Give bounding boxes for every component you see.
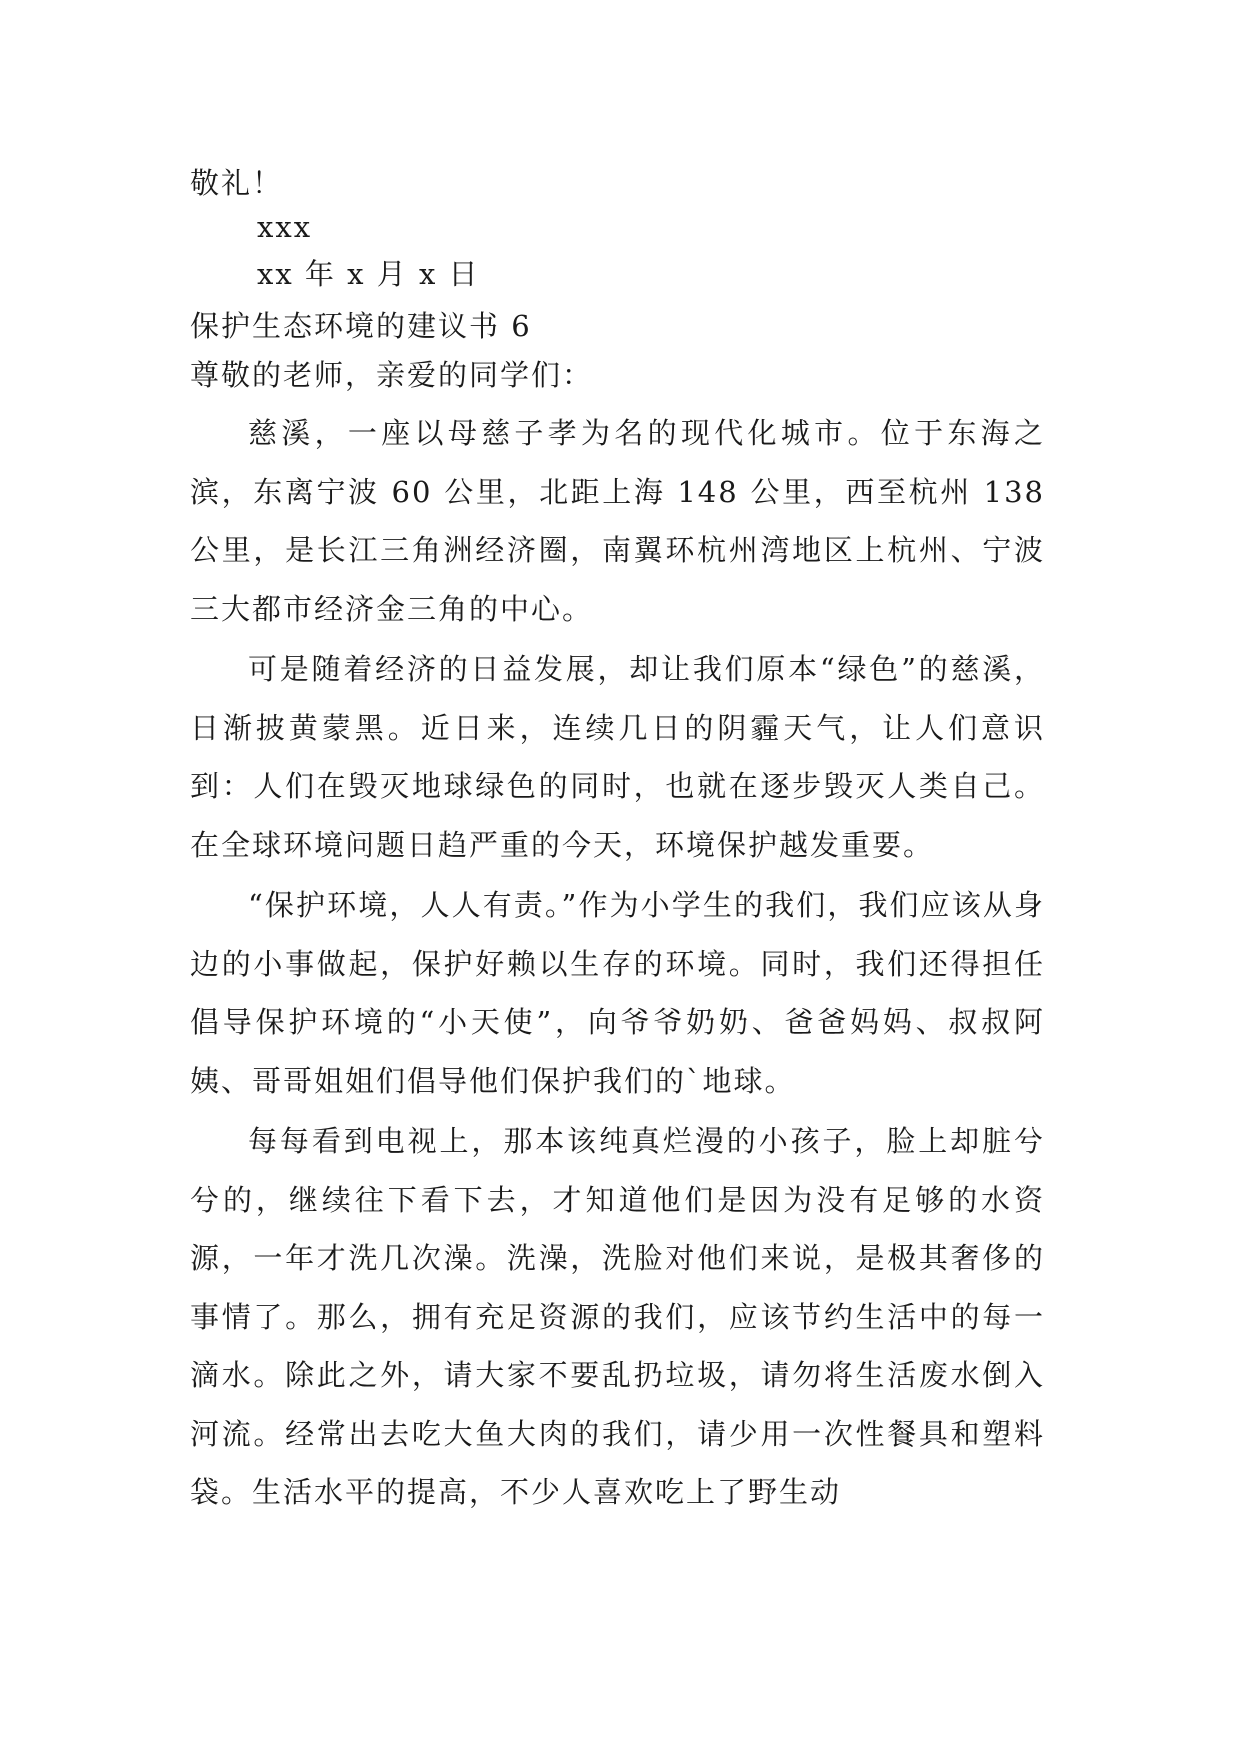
paragraph-3: “保护环境，人人有责。”作为小学生的我们，我们应该从身边的小事做起，保护好赖以生存的环境。同时，我们还得担任倡导保护环境的“小天使”，向爷爷奶奶、爸爸妈妈、叔叔阿姨、哥哥姐姐们倡导他们保护我们的`地球。 [190,888,1045,1098]
paragraph-1: 慈溪，一座以母慈子孝为名的现代化城市。位于东海之滨，东离宁波 60 公里，北距上海 148 公里，西至杭州 138 公里，是长江三角洲经济圈，南翼环杭州湾地区上杭州、宁波三大都市经济金三角的中心。 [190,416,1045,626]
paragraph-2: 可是随着经济的日益发展，却让我们原本“绿色”的慈溪，日渐披黄蒙黑。近日来，连续几日的阴霾天气，让人们意识到：人们在毁灭地球绿色的同时，也就在逐步毁灭人类自己。在全球环境问题日趋严重的今天，环境保护越发重要。 [190,652,1045,862]
salutation-text: 尊敬的老师，亲爱的同学们： [190,358,594,392]
paragraph-4: 每每看到电视上，那本该纯真烂漫的小孩子，脸上却脏兮兮的，继续往下看下去，才知道他们是因为没有足够的水资源，一年才洗几次澡。洗澡，洗脸对他们来说，是极其奢侈的事情了。那么，拥有充足资源的我们，应该节约生活中的每一滴水。除此之外，请大家不要乱扔垃圾，请勿将生活废水倒入河流。经常出去吃大鱼大肉的我们，请少用一次性餐具和塑料袋。生活水平的提高，不少人喜欢吃上了野生动 [190,1124,1045,1509]
closing-text: 敬礼！ [190,166,284,200]
document-title: 保护生态环境的建议书 6 [190,309,532,343]
signature-text: xxx [257,210,313,244]
date-text: xx 年 x 月 x 日 [257,257,480,291]
